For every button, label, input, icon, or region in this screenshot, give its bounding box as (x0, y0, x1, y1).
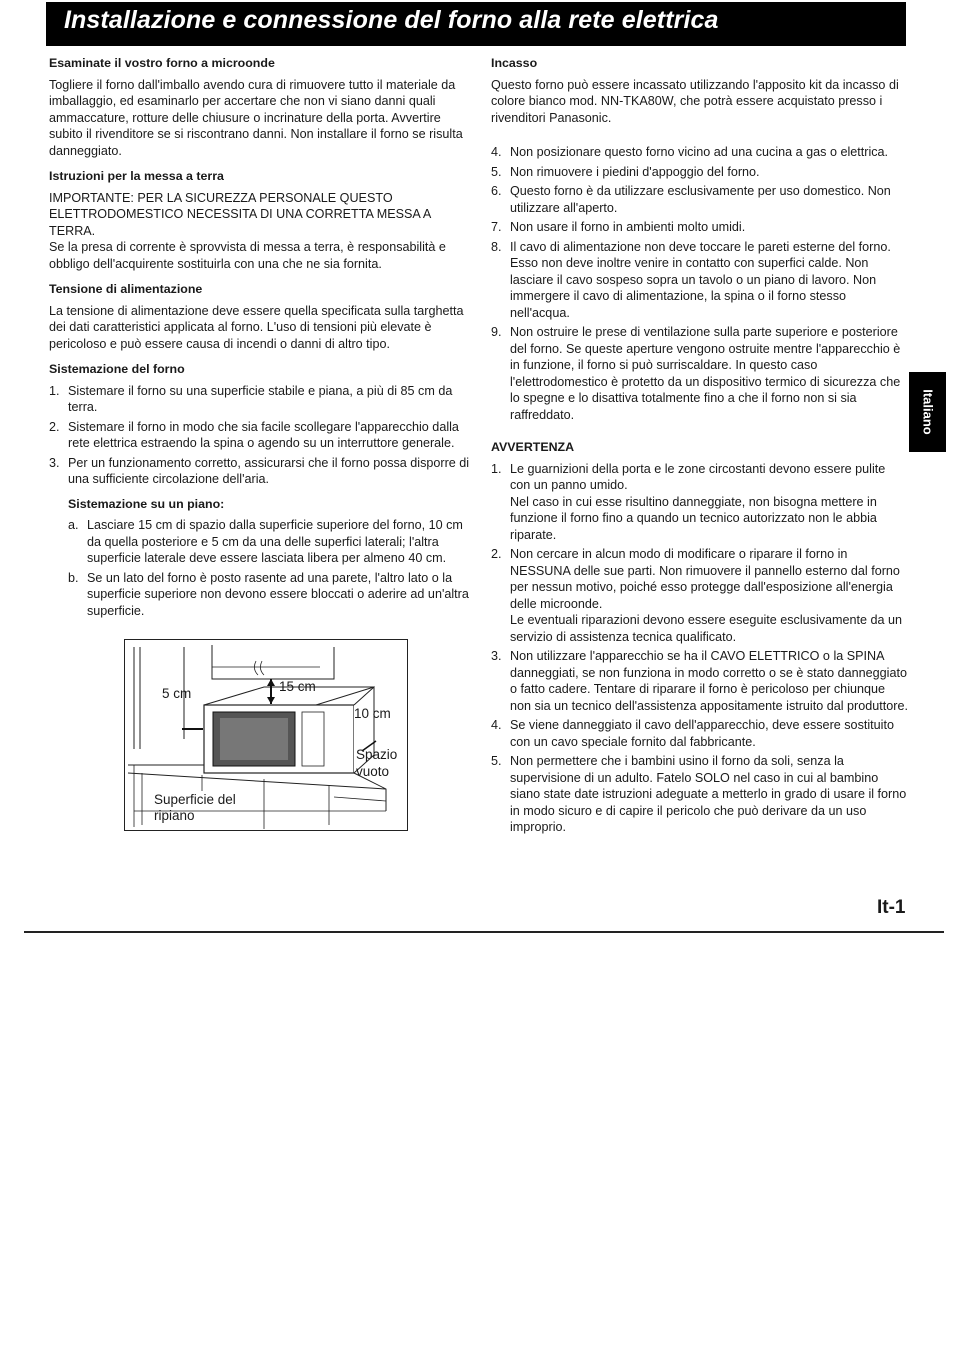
list-item: 5. Non permettere che i bambini usino il forno da soli, senza la supervisione di un adulto. Fatelo SOLO nel caso in cui al bambino siano state date istruzioni adeguate a metterlo in grado di usare il forno in modo sicuro e di capire il pericolo che può derivare da un uso improprio. (491, 754, 907, 834)
left-column (49, 55, 477, 831)
section-text-voltage: La tensione di alimentazione deve essere quella specificata sulla targhetta dei dati caratteristici applicata al forno. L'uso di tensioni più elevate è pericoloso e può essere causa di incendi o danni di altro tipo. (49, 303, 464, 351)
list-item: 8. Il cavo di alimentazione non deve toccare le pareti esterne del forno. Esso non deve inoltre venire in contatto con superfici calde. Non lasciare il cavo sospeso sopra un tavolo o un piano di lavoro. Non immergere il cavo di alimentazione, la spina o il forno stesso nell'acqua. (491, 239, 891, 320)
label-superficie: Superficie del (154, 792, 236, 807)
safety-list (491, 144, 909, 423)
section-heading-placement: Sistemazione del forno (49, 362, 185, 376)
language-tab (909, 372, 946, 452)
list-item: 1. Sistemare il forno su una superficie stabile e piana, a più di 85 cm da terra. (49, 383, 453, 414)
page-number: It-1 (877, 897, 906, 918)
placement-list (49, 383, 477, 488)
list-item: 4. Non posizionare questo forno vicino ad una cucina a gas o elettrica. (491, 145, 889, 159)
section-heading-avvertenza: AVVERTENZA (491, 440, 575, 454)
clearance-diagram (124, 639, 408, 831)
section-heading-grounding: Istruzioni per la messa a terra (49, 169, 224, 183)
list-item: 3. Non utilizzare l'apparecchio se ha il CAVO ELETTRICO o la SPINA danneggiati, se non funziona in modo corretto o se è stato danneggiato o fatto cadere. Tentare di riparare il forno è pericoloso per chiunque non sia un tecnico dell'assistenza appositamente istruito dal produttore. (491, 649, 908, 713)
warning-list (491, 461, 909, 836)
section-text-examine: Togliere il forno dall'imballo avendo cura di rimuovere tutto il materiale da imballaggio, ed esaminarlo per accertare che non vi siano danni quali ammaccature, rotture delle chiusure o incrinature della porta. Avvertire subito il rivenditore se si riscontrano danni. Non installare il forno se risulta danneggiato. (49, 77, 463, 158)
section-heading-voltage: Tensione di alimentazione (49, 282, 203, 296)
list-item: 9. Non ostruire le prese di ventilazione sulla parte superiore e posteriore del forno. Se queste aperture vengono ostruite mentre l'apparecchio è in funzione, il forno si può surriscaldare. In questo caso l'elettrodomestico è protetto da un dispositivo termico di sicurezza che lo spegne e lo disattiva totalmente fino a che il forno non si sia raffreddato. (491, 325, 901, 422)
label-15cm: 15 cm (279, 679, 316, 694)
list-item: 4. Se viene danneggiato il cavo dell'apparecchio, deve essere sostituito con un cavo speciale fornito dal fabbricante. (491, 718, 894, 749)
footer-rule (24, 931, 944, 933)
section-heading-examine: Esaminate il vostro forno a microonde (49, 56, 275, 70)
list-item: 5. Non rimuovere i piedini d'appoggio del forno. (491, 164, 760, 179)
list-item: 6. Questo forno è da utilizzare esclusivamente per uso domestico. Non utilizzare all'aperto. (491, 184, 891, 215)
list-item: 7. Non usare il forno in ambienti molto umidi. (491, 220, 746, 234)
language-tab-label: Italiano (920, 389, 935, 435)
grounding-text: Se la presa di corrente è sprovvista di messa a terra, è responsabilità e obbligo dell'acquirente sostituirla con una che ne sia fornita. (49, 240, 446, 271)
list-item: 2. Sistemare il forno in modo che sia facile scollegare l'apparecchio dalla rete elettrica estraendo la spina o agendo su un interruttore generale. (49, 419, 459, 450)
countertop-list (68, 517, 477, 619)
label-5cm: 5 cm (162, 686, 192, 701)
label-10cm: 10 cm (354, 706, 391, 721)
list-item: 1. Le guarnizioni della porta e le zone circostanti devono essere pulite con un panno umido. Nel caso in cui esse risultino danneggiate, non bisogna mettere in funzione il forno fino a quando un tecnico autorizzato non le abbia riparate. (491, 461, 886, 542)
section-heading-countertop: Sistemazione su un piano: (68, 496, 225, 511)
section-heading-incasso: Incasso (491, 56, 538, 70)
right-column (491, 55, 909, 844)
section-text-incasso: Questo forno può essere incassato utilizzando l'apposito kit da incasso di colore bianco mod. NN-TKA80W, che potrà essere acquistato presso i rivenditori Panasonic. (491, 77, 899, 125)
page-title: Installazione e connessione del forno alla rete elettrica (64, 6, 719, 34)
title-banner (46, 2, 906, 46)
list-item: 3. Per un funzionamento corretto, assicurarsi che il forno possa disporre di una sufficiente circolazione dell'aria. (49, 455, 470, 486)
list-item: b. Se un lato del forno è posto rasente ad una parete, l'altro lato o la superficie superiore non devono essere bloccati o aderire ad un'altra superficie. (68, 570, 469, 618)
label-ripiano: ripiano (154, 808, 195, 823)
label-spazio: Spazio (356, 747, 398, 762)
grounding-important: IMPORTANTE: PER LA SICUREZZA PERSONALE QUESTO ELETTRODOMESTICO NECESSITA DI UNA CORRETTA MESSA A TERRA. (49, 190, 431, 238)
label-vuoto: vuoto (356, 764, 390, 779)
list-item: a. Lasciare 15 cm di spazio dalla superficie superiore del forno, 10 cm da quella posteriore e 5 cm da una delle superfici laterali; l'altra superficie laterale deve essere lasciata libera per almeno 40 cm. (68, 518, 463, 565)
list-item: 2. Non cercare in alcun modo di modificare o riparare il forno in NESSUNA delle sue parti. Non rimuovere il pannello esterno dal forno per nessun motivo, poiché esso protegge dall'esposizione all'energia delle microonde. Le eventuali riparazioni devono essere eseguite esclusivamente da un servizio di assistenza tecnica qualificato. (491, 547, 903, 644)
